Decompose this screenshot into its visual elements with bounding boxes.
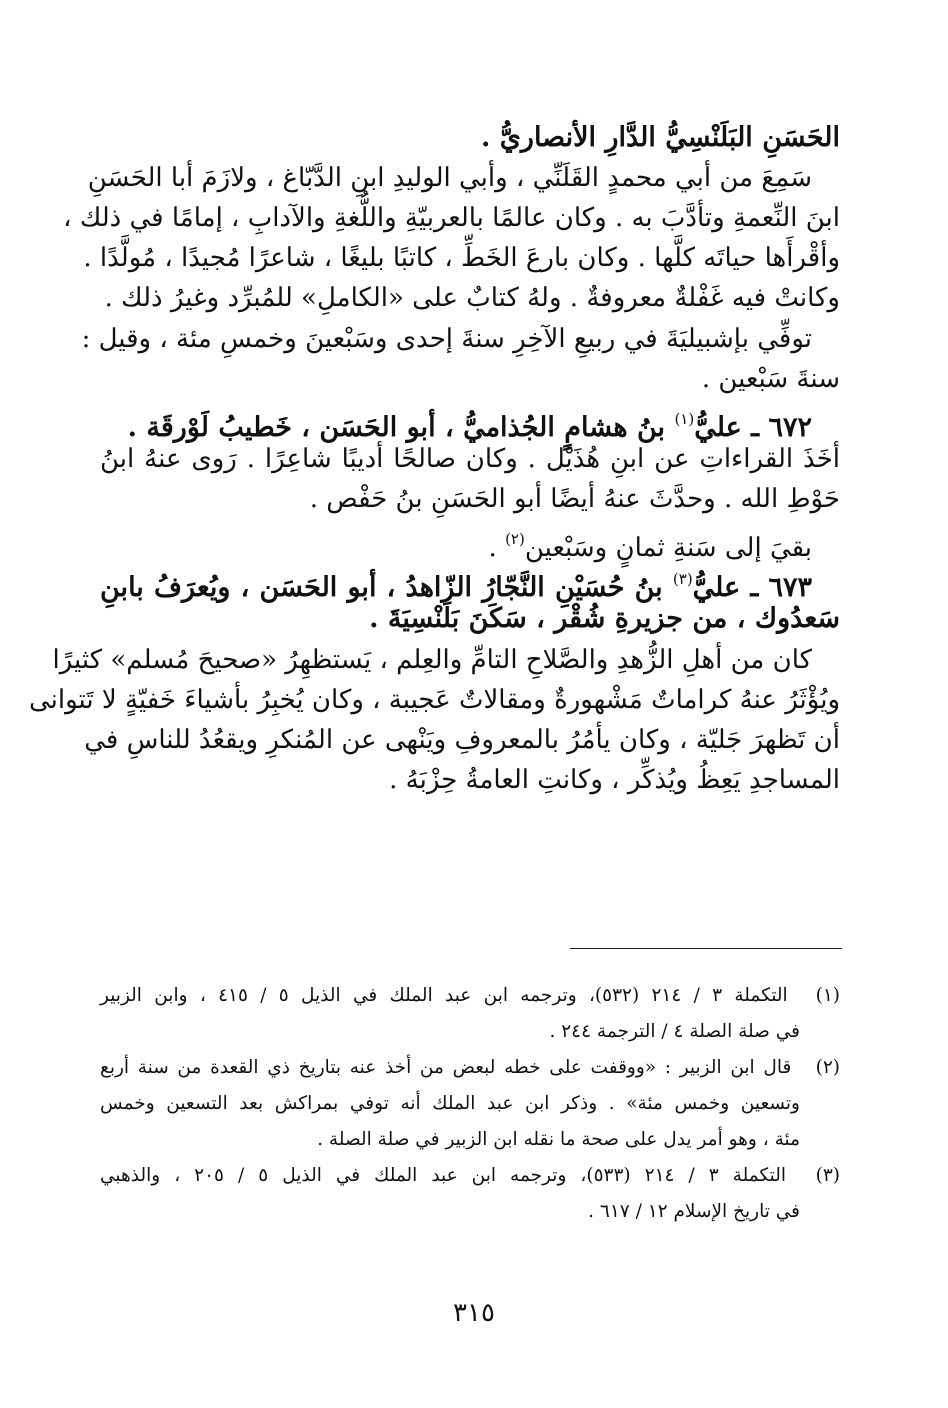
- footnote-3: (٣) التكملة ٣ / ٢١٤ (٥٣٣)، وترجمه ابن عبد الملك في الذيل ٥ / ٢٠٥ ، والذهبي: [100, 1165, 840, 1186]
- entry-title: بنُ حُسَيْنِ النَّجّارُ الزّاهدُ ، أبو الحَسَن ، ويُعرَفُ بابنِ: [100, 572, 663, 603]
- entry-title: بنُ هشامٍ الجُذاميُّ ، أبو الحَسَن ، خَطيبُ لَوْرقَة .: [127, 412, 666, 443]
- footnote-ref: (٢): [505, 530, 525, 548]
- text-line: بقيَ إلى سَنةِ ثمانٍ وسَبْعين$^{(٢)}$ .: [488, 530, 812, 563]
- footnotes: [100, 978, 840, 1230]
- text-line: ابنَ النِّعمةِ وتأدَّبَ به . وكان عالمًا بالعربيّةِ واللُّغةِ والآدابِ ، إمامًا في ذلك ،: [63, 203, 840, 233]
- footnote-line: في صلة الصلة ٤ / الترجمة ٢٤٤ .: [549, 1021, 800, 1042]
- text-line: سنةَ سَبْعين .: [701, 364, 840, 394]
- text-line: حَوْطِ الله . وحدَّثَ عنهُ أيضًا أبو الحَسَنِ بنُ حَفْص .: [309, 484, 840, 514]
- footnote-1: (١) التكملة ٣ / ٢١٤ (٥٣٢)، وترجمه ابن عبد الملك في الذيل ٥ / ٤١٥ ، وابن الزبير: [100, 985, 841, 1006]
- footnote-line: في تاريخ الإسلام ١٢ / ٦١٧ .: [588, 1201, 800, 1222]
- entry-heading-672: [100, 399, 840, 443]
- text-line: وكانتْ فيه غَفْلةٌ معروفةٌ . ولهُ كتابٌ على «الكاملِ» للمُبرِّد وغيرُ ذلك .: [104, 283, 840, 313]
- footnote-ref: (٣): [672, 570, 693, 588]
- text-line: وأقْرأَها حياتَه كلَّها . وكان بارعَ الخَطِّ ، كاتبًا بليغًا ، شاعرًا مُجيدًا ، مُولَّدًا .: [83, 243, 840, 273]
- entry-number: ٦٧٢ ـ عليُّ: [694, 412, 812, 443]
- text-line: أخَذَ القراءاتِ عن ابنِ هُذَيْل . وكان صالحًا أديبًا شاعِرًا . رَوى عنهُ ابنُ: [100, 444, 840, 474]
- footnote-separator: [570, 948, 842, 949]
- text-line: توفِّي بإشبيليَةَ في ربيعِ الآخِرِ سنةَ إحدى وسَبْعينَ وخمسِ مئة ، وقيل :: [81, 324, 812, 354]
- text-line: المساجدِ يَعِظُ ويُذكِّر ، وكانتِ العامةُ حِزْبَهُ .: [389, 765, 840, 795]
- text-line: كان من أهلِ الزُّهدِ والصَّلاحِ التامِّ والعِلم ، يَستظهِرُ «صحيحَ مُسلم» كثيرًا: [52, 645, 812, 675]
- page-number: ٣١٥: [453, 1298, 495, 1328]
- main-text: [28, 118, 840, 800]
- footnote-line: مئة ، وهو أمر يدل على صحة ما نقله ابن الزبير في صلة الصلة .: [317, 1129, 800, 1150]
- text-line: ويُؤْثَرُ عنهُ كراماتٌ مَشْهورةٌ ومقالاتٌ عَجيبة ، وكان يُخبِرُ بأشياءَ خَفيّةٍ لا تَتوانى: [28, 685, 840, 715]
- footnote-ref: (١): [674, 410, 695, 428]
- text-line: أن تَظهرَ جَليّة ، وكان يأمُرُ بالمعروفِ ويَنْهى عن المُنكرِ ويقعُدُ للناسِ في: [84, 725, 840, 755]
- text-line: الحَسَنِ البَلَنْسِيُّ الدَّارِ الأنصاريُّ .: [480, 122, 840, 153]
- text-line: سَعدُوك ، من جزيرةِ شُقْر ، سَكَنَ بَلَنْسِيَةَ .: [369, 603, 840, 634]
- entry-number: ٦٧٣ ـ عليُّ: [692, 572, 813, 603]
- footnote-line: وتسعين وخمس مئة» . وذكر ابن عبد الملك أنه توفي بمراكش بعد التسعين وخمس: [100, 1093, 800, 1114]
- entry-heading-673: [100, 559, 840, 603]
- text-line: سَمِعَ من أبي محمدٍ القَلَنِّي ، وأبي الوليدِ ابنِ الدَّبّاغ ، ولازَمَ أبا الحَسَنِ: [87, 163, 812, 193]
- footnote-2: (٢) قال ابن الزبير : «ووقفت على خطه لبعض من أخذ عنه بتاريخ ذي القعدة من سنة أربع: [100, 1057, 840, 1078]
